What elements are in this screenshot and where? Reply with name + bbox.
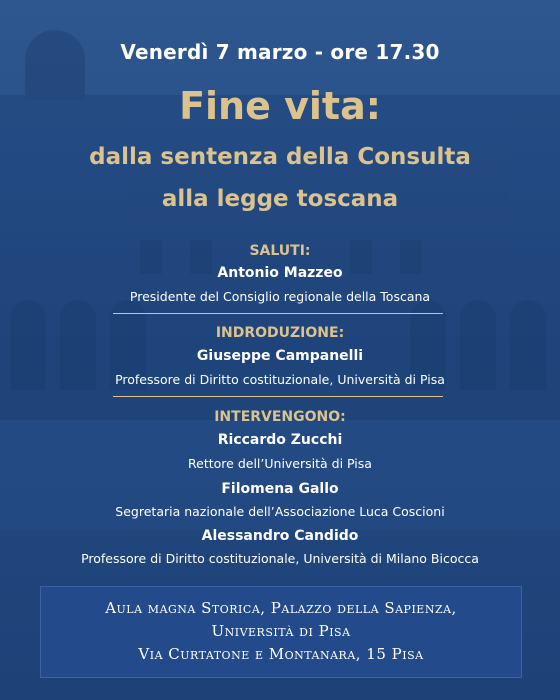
event-date-time: Venerdì 7 marzo - ore 17.30: [120, 40, 440, 64]
venue-line2: Università di Pisa: [211, 622, 351, 640]
speaker-name: Filomena Gallo: [221, 481, 339, 497]
speaker-name: Riccardo Zucchi: [217, 432, 343, 448]
speaker-role: Presidente del Consiglio regionale della Toscana: [129, 289, 431, 304]
speaker-name: Alessandro Candido: [201, 528, 359, 544]
speaker-name: Giuseppe Campanelli: [196, 348, 364, 364]
venue-line3: Via Curtatone e Montanara, 15 Pisa: [138, 645, 424, 663]
speaker-role: Professore di Diritto costituzionale, Università di Milano Bicocca: [81, 551, 479, 566]
speaker-role: Rettore dell’Università di Pisa: [188, 456, 372, 471]
divider: [113, 396, 443, 397]
section-heading-saluti: SALUTI:: [249, 243, 311, 259]
event-subtitle-line2: alla legge toscana: [161, 186, 399, 212]
divider: [113, 313, 443, 314]
event-subtitle-line1: dalla sentenza della Consulta: [89, 144, 471, 170]
venue-line1: Aula magna Storica, Palazzo della Sapienza,: [105, 599, 457, 617]
section-heading-intervengono: INTERVENGONO:: [214, 409, 346, 425]
section-heading-introduzione: INDRODUZIONE:: [215, 325, 345, 341]
speaker-role: Segretaria nazionale dell’Associazione Luca Coscioni: [115, 504, 445, 519]
speaker-name: Antonio Mazzeo: [217, 265, 343, 281]
speaker-role: Professore di Diritto costituzionale, Università di Pisa: [115, 372, 445, 387]
event-title: Fine vita:: [179, 84, 381, 128]
venue-box: [40, 586, 522, 678]
